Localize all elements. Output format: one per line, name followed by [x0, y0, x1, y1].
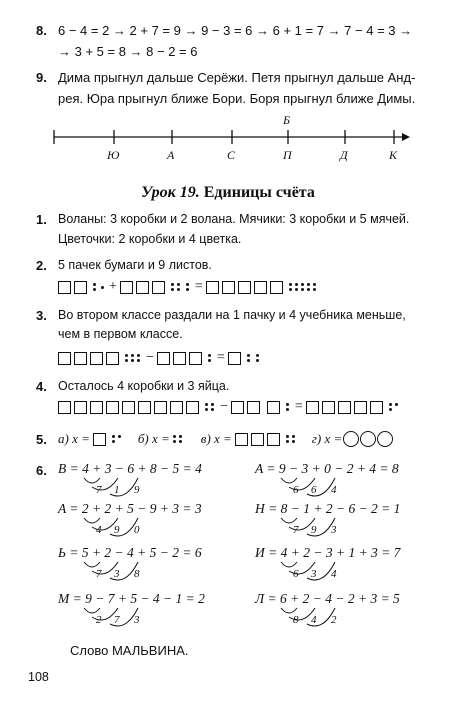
sub-result: 6 — [311, 484, 317, 496]
sub-result: 2 — [331, 614, 337, 626]
equation-left-2: A = 2 + 2 + 5 − 9 + 3 = 3 — [58, 501, 202, 516]
number-line-label: А — [167, 148, 175, 162]
equation-right-3: И = 4 + 2 − 3 + 1 + 3 = 7 — [255, 545, 401, 560]
task-2-model: + = — [58, 276, 319, 298]
lesson-topic: Единицы счёта — [199, 184, 315, 201]
equation-right-4: Л = 6 + 2 − 4 − 2 + 3 = 5 — [255, 591, 400, 606]
answer-word: Слово МАЛЬВИНА. — [70, 643, 189, 658]
task-2-number: 2. — [36, 258, 47, 273]
task-9-number: 9. — [36, 70, 47, 85]
task-4-line1: Осталось 4 коробки и 3 яйца. — [58, 379, 230, 393]
sub-result: 0 — [134, 524, 140, 536]
sub-result: 9 — [311, 524, 317, 536]
task-8-line2: → 3 + 5 = 8 → 8 − 2 = 6 — [58, 44, 198, 59]
task-8-line1: 6 − 4 = 2 → 2 + 7 = 9 → 9 − 3 = 6 → 6 + 1 = 7 → 7 − 4 = 3 → — [58, 23, 413, 38]
number-line-label: К — [389, 148, 397, 162]
sub-result: 4 — [331, 484, 337, 496]
equation-left-4: M = 9 − 7 + 5 − 4 − 1 = 2 — [58, 591, 205, 606]
task-5-g-label: г) x = — [311, 431, 343, 446]
task-4-model: − = — [58, 396, 401, 418]
sub-result: 8 — [134, 568, 140, 580]
task-8-number: 8. — [36, 23, 47, 38]
sub-result: 7 — [293, 524, 299, 536]
sub-result: 7 — [96, 484, 102, 496]
sub-result: 4 — [311, 614, 317, 626]
task-1-line1: Воланы: 3 коробки и 2 волана. Мячики: 3 коробки и 5 мячей. — [58, 212, 410, 226]
equation-right-2: H = 8 − 1 + 2 − 6 − 2 = 1 — [255, 501, 401, 516]
equation-left-1: B = 4 + 3 − 6 + 8 − 5 = 4 — [58, 461, 202, 476]
task-1-number: 1. — [36, 212, 47, 227]
task-3-number: 3. — [36, 308, 47, 323]
task-1-line2: Цветочки: 2 коробки и 4 цветка. — [58, 232, 242, 246]
sub-result: 3 — [134, 614, 140, 626]
task-3-model: − = — [58, 347, 262, 369]
sub-result: 1 — [114, 484, 120, 496]
sub-result: 9 — [114, 524, 120, 536]
lesson-number: Урок 19. — [141, 184, 200, 201]
task-2-line1: 5 пачек бумаги и 9 листов. — [58, 258, 212, 272]
page-number: 108 — [28, 670, 49, 684]
sub-result: 6 — [293, 568, 299, 580]
task-5-a-label: а) x = — [58, 431, 90, 446]
task-6-number: 6. — [36, 463, 47, 478]
sub-result: 7 — [114, 614, 120, 626]
sub-result: 9 — [134, 484, 140, 496]
sub-result: 3 — [114, 568, 120, 580]
number-line-label-above: Б — [283, 113, 291, 127]
sub-result: 8 — [293, 614, 299, 626]
sub-result: 4 — [331, 568, 337, 580]
sub-result: 3 — [311, 568, 317, 580]
number-line-label: Ю — [107, 148, 120, 162]
equation-right-1: A = 9 − 3 + 0 − 2 + 4 = 8 — [255, 461, 399, 476]
task-3-line1: Во втором классе раздали на 1 пачку и 4 учебника меньше, — [58, 308, 406, 322]
task-5-number: 5. — [36, 432, 47, 447]
number-line-label: П — [283, 148, 292, 162]
task-4-number: 4. — [36, 379, 47, 394]
sub-result: 4 — [96, 524, 102, 536]
sub-result: 6 — [293, 484, 299, 496]
sub-result: 7 — [96, 568, 102, 580]
task-5-b-label: б) x = — [137, 431, 170, 446]
task-9-line1: Дима прыгнул дальше Серёжи. Петя прыгнул дальше Анд- — [58, 70, 416, 85]
task-5-v-label: в) x = — [200, 431, 232, 446]
equation-left-3: Ь = 5 + 2 − 4 + 5 − 2 = 6 — [58, 545, 202, 560]
sub-result: 2 — [96, 614, 102, 626]
number-line-label: Д — [340, 148, 348, 162]
task-9-line2: рея. Юра прыгнул ближе Бори. Боря прыгнул ближе Димы. — [58, 91, 416, 106]
number-line-label: С — [227, 148, 236, 162]
sub-result: 3 — [331, 524, 337, 536]
task-3-line2: чем в первом классе. — [58, 327, 183, 341]
